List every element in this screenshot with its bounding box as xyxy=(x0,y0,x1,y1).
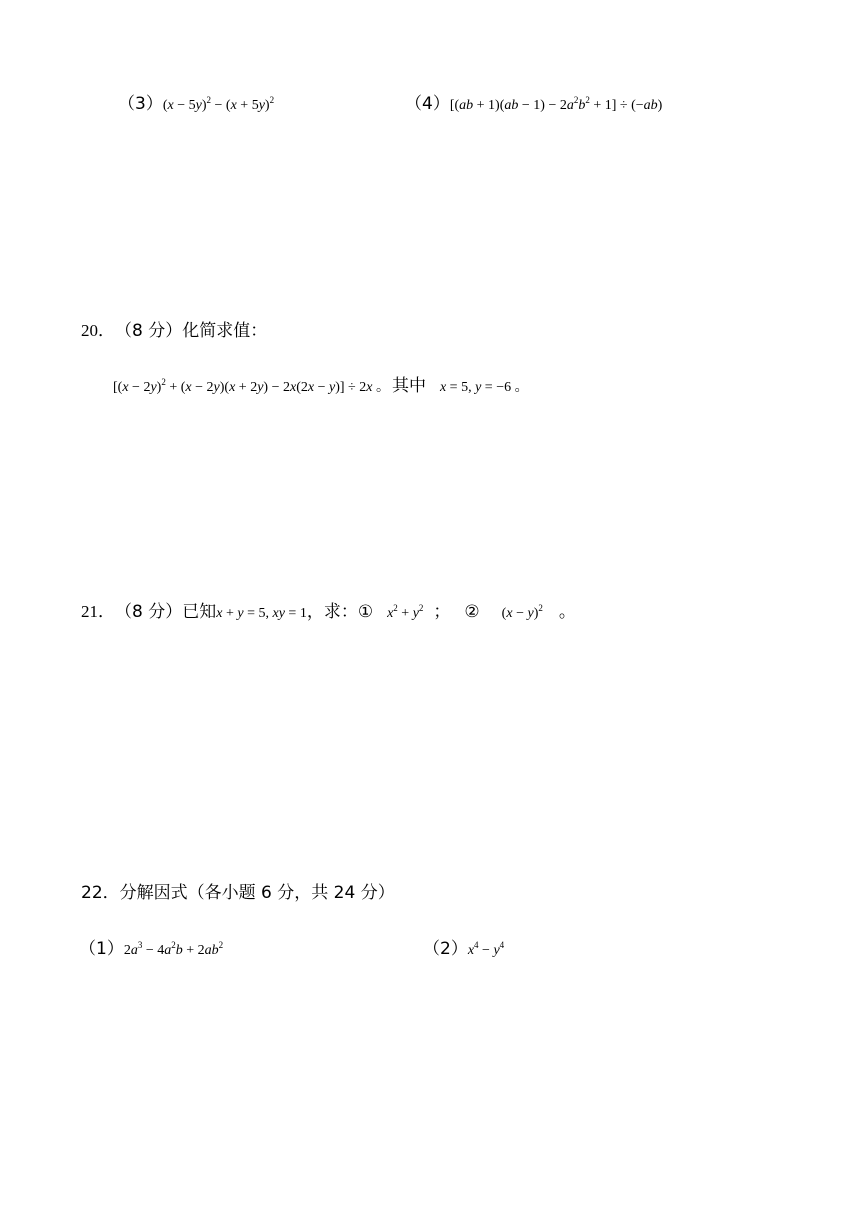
q21-expression-1: $x^2 + y^2$ xyxy=(387,603,424,621)
q19-item-4-label: （4） xyxy=(405,94,450,114)
q22-item-1 xyxy=(79,941,223,958)
q21-circle-2: ② xyxy=(464,602,480,622)
q19-item-4 xyxy=(405,96,662,113)
q22-item-1-label: （1） xyxy=(79,939,124,959)
q21-ask: ，求： xyxy=(306,602,358,622)
q21-known-label: 已知 xyxy=(182,602,217,622)
q21-known-expression: x + y = 5, xy = 1 xyxy=(216,606,307,621)
q21-circle-1: ① xyxy=(357,602,374,622)
q20-instruction: 化简求值： xyxy=(182,321,268,341)
q20-expression: $[(x - 2y)^2 + (x - 2y)(x + 2y) - 2x(2x - y)] \div 2x$ 。 xyxy=(113,377,390,395)
q20-heading xyxy=(81,322,267,340)
q22-item-2-expression: $x^4 - y^4$ xyxy=(467,940,505,958)
q22-heading: 22．分解因式（各小题 6 分，共 24 分） xyxy=(81,883,395,903)
q22-item-2 xyxy=(423,941,504,958)
q20-number: 20． xyxy=(81,321,115,340)
q19-item-3 xyxy=(118,96,274,113)
q20-problem xyxy=(113,378,529,395)
q19-item-4-expression: $[(ab + 1)(ab - 1) - 2a^2b^2 + 1] \div (-ab)$ xyxy=(449,95,663,113)
q21 xyxy=(81,603,576,621)
q20-condition: x = 5, y = −6 。 xyxy=(439,380,529,395)
q19-item-3-label: （3） xyxy=(118,94,163,114)
q21-points: （8 分） xyxy=(115,602,183,622)
q22-item-1-expression: $2a^3 - 4a^2b + 2ab^2$ xyxy=(123,940,224,958)
q20-points: （8 分） xyxy=(115,321,183,341)
q22-item-2-label: （2） xyxy=(423,939,468,959)
q19-item-3-expression: $(x - 5y)^2 - (x + 5y)^2$ xyxy=(162,95,275,113)
q21-semicolon: ； xyxy=(433,602,451,622)
q20-where-label: 其中 xyxy=(391,376,426,396)
q22-heading-row xyxy=(81,885,395,902)
q21-number: 21． xyxy=(81,602,115,621)
q21-period: 。 xyxy=(558,602,576,622)
q21-expression-2: $(x - y)^2$ xyxy=(501,603,543,621)
